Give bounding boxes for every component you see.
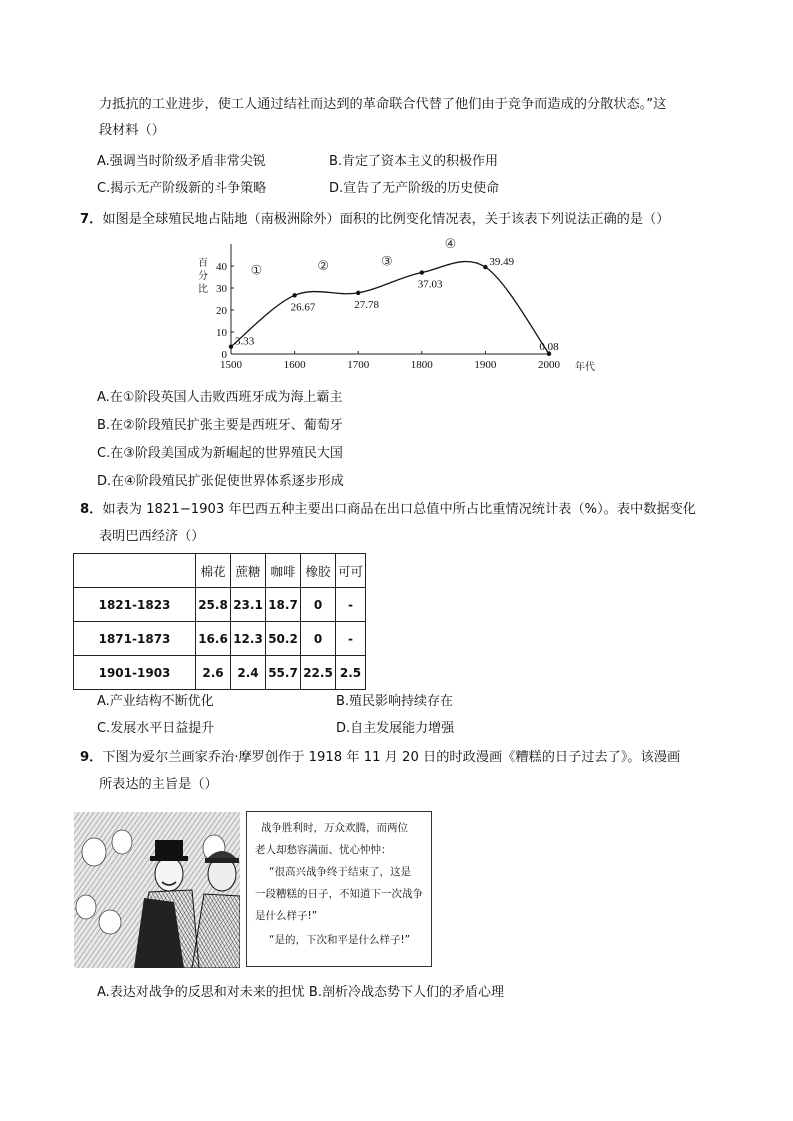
- q7-option-d[interactable]: D.在④阶段殖民扩张促使世界体系逐步形成: [97, 474, 344, 489]
- table-cell: 55.7: [266, 656, 301, 690]
- table-cell: 12.3: [231, 622, 266, 656]
- data-label: 3.33: [235, 335, 255, 348]
- stage-marker: ②: [317, 259, 330, 274]
- y-tick-label: 30: [216, 283, 227, 295]
- q6-option-d[interactable]: D.宣告了无产阶级的历史使命: [329, 181, 500, 196]
- caption-line: 战争胜利时，万众欢腾，而两位: [261, 822, 408, 834]
- data-point: [356, 291, 360, 295]
- y-tick-label: 40: [216, 261, 227, 273]
- y-axis-label-char: 百: [198, 258, 208, 269]
- data-point: [420, 270, 424, 274]
- caption-line: “是的，下次和平是什么样子!”: [269, 934, 411, 946]
- data-point: [292, 293, 296, 297]
- stage-marker: ④: [444, 237, 457, 252]
- cartoon-caption-box: [246, 811, 432, 967]
- chart-data-labels: [235, 256, 559, 353]
- question-6-stem-line-2: 段材料（）: [99, 123, 165, 138]
- caption-line: 是什么样子!”: [255, 910, 318, 922]
- q6-option-a[interactable]: A.强调当时阶级矛盾非常尖锐: [97, 154, 266, 169]
- table-cell: -: [336, 588, 366, 622]
- series-line: [231, 262, 549, 354]
- q9-options-a-b[interactable]: A.表达对战争的反思和对未来的担忧 B.剖析冷战态势下人们的矛盾心理: [97, 985, 504, 1000]
- table-cell: 16.6: [196, 622, 231, 656]
- question-7-number: 7．: [80, 212, 103, 227]
- table-header-cell: 蔗糖: [231, 554, 266, 588]
- question-9-stem-line-1: [80, 748, 680, 768]
- y-axis-label-char: 比: [198, 284, 208, 295]
- question-8-text: 如表为 1821−1903 年巴西五种主要出口商品在出口总值中所占比重情况统计表（%）。表中数据变化: [102, 502, 696, 517]
- table-cell: 2.5: [336, 656, 366, 690]
- y-tick-label: 20: [216, 305, 227, 317]
- caption-line: “很高兴战争终于结束了，这是: [269, 866, 411, 878]
- chart-series: [229, 262, 551, 357]
- table-header-cell: 橡胶: [301, 554, 336, 588]
- table-row: [74, 656, 366, 690]
- table-row: [74, 588, 366, 622]
- question-9-stem-line-2: 所表达的主旨是（）: [99, 777, 218, 792]
- table-row: [74, 622, 366, 656]
- table-header-cell: [74, 554, 196, 588]
- q7-option-c[interactable]: C.在③阶段美国成为新崛起的世界殖民大国: [97, 446, 343, 461]
- table-header-cell: 咖啡: [266, 554, 301, 588]
- question-9-number: 9．: [80, 750, 103, 765]
- question-6-stem-line-1: 力抵抗的工业进步，使工人通过结社而达到的革命联合代替了他们由于竞争而造成的分散状态。”这: [99, 97, 667, 112]
- table-cell: 2.4: [231, 656, 266, 690]
- data-label: 27.78: [354, 298, 379, 311]
- x-tick-label: 2000: [538, 359, 560, 371]
- y-tick-label: 10: [216, 327, 227, 339]
- data-label: 39.49: [489, 256, 515, 269]
- caption-line: 一段糟糕的日子，不知道下一次战争: [255, 888, 423, 900]
- stage-marker: ①: [250, 263, 263, 279]
- question-8-number: 8．: [80, 502, 103, 517]
- x-tick-label: 1500: [220, 359, 242, 371]
- table-cell: 50.2: [266, 622, 301, 656]
- q8-option-c[interactable]: C.发展水平日益提升: [97, 721, 215, 736]
- question-8-stem-line-2: 表明巴西经济（）: [99, 529, 205, 544]
- table-cell: 0: [301, 622, 336, 656]
- cartoon-illustration: [74, 812, 240, 968]
- table-cell: 2.6: [196, 656, 231, 690]
- x-tick-label: 1900: [474, 359, 497, 371]
- data-label: 26.67: [290, 301, 316, 314]
- q6-option-c[interactable]: C.揭示无产阶级新的斗争策略: [97, 181, 267, 196]
- table-cell: 22.5: [301, 656, 336, 690]
- q7-option-a[interactable]: A.在①阶段英国人击败西班牙成为海上霸主: [97, 390, 343, 405]
- table-cell: 18.7: [266, 588, 301, 622]
- data-label: 0.08: [539, 340, 559, 353]
- q7-option-b[interactable]: B.在②阶段殖民扩张主要是西班牙、葡萄牙: [97, 418, 343, 433]
- colony-area-line-chart: [190, 236, 610, 380]
- question-7-stem: [80, 210, 669, 230]
- x-tick-label: 1800: [410, 359, 433, 371]
- caption-line: 老人却愁容满面、忧心忡忡：: [255, 844, 392, 856]
- q8-option-b[interactable]: B.殖民影响持续存在: [336, 694, 454, 709]
- y-axis-label: [198, 257, 208, 295]
- q6-option-b[interactable]: B.肯定了资本主义的积极作用: [329, 154, 499, 169]
- stage-marker: ③: [380, 254, 393, 270]
- table-cell: 1901-1903: [74, 656, 196, 690]
- q8-option-a[interactable]: A.产业结构不断优化: [97, 694, 214, 709]
- x-tick-label: 1600: [283, 359, 306, 371]
- table-header-cell: 棉花: [196, 554, 231, 588]
- table-cell: 25.8: [196, 588, 231, 622]
- question-8-stem-line-1: [80, 500, 696, 520]
- data-label: 37.03: [417, 278, 443, 291]
- x-axis-label: 年代: [575, 362, 595, 373]
- x-tick-label: 1700: [347, 359, 370, 371]
- y-tick-label: 0: [221, 349, 227, 361]
- q8-option-d[interactable]: D.自主发展能力增强: [336, 721, 455, 736]
- table-header-row: [74, 554, 366, 588]
- table-cell: -: [336, 622, 366, 656]
- data-point: [483, 265, 487, 269]
- question-9-text: 下图为爱尔兰画家乔治·摩罗创作于 1918 年 11 月 20 日的时政漫画《糟糕的日子过去了》。该漫画: [102, 750, 681, 765]
- export-share-table: [73, 553, 366, 690]
- y-axis-label-char: 分: [198, 271, 208, 282]
- table-cell: 1821-1823: [74, 588, 196, 622]
- table-cell: 23.1: [231, 588, 266, 622]
- table-header-cell: 可可: [336, 554, 366, 588]
- question-7-text: 如图是全球殖民地占陆地（南极洲除外）面积的比例变化情况表，关于该表下列说法正确的是（）: [102, 212, 670, 227]
- data-point: [229, 344, 233, 348]
- table-cell: 1871-1873: [74, 622, 196, 656]
- table-cell: 0: [301, 588, 336, 622]
